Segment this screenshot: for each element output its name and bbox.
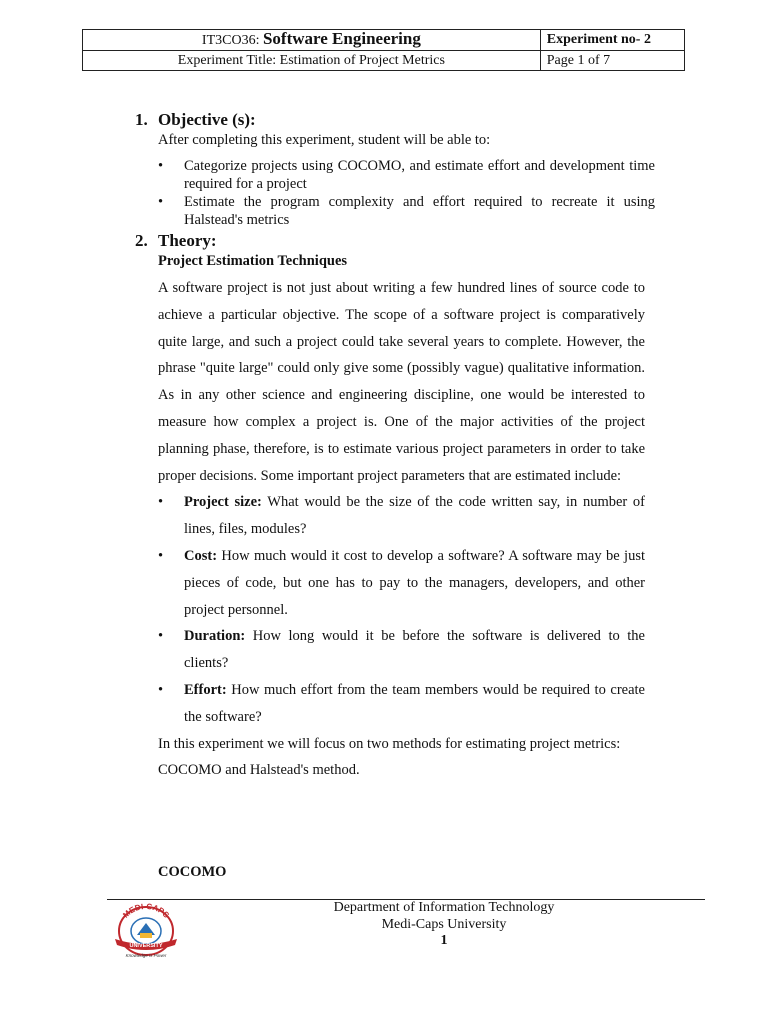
university-logo-icon (108, 903, 184, 959)
course-code: IT3CO36: (201, 33, 263, 48)
theory-paragraph: A software project is not just about writing a few hundred lines of source code to achieve a particular objective. The scope of a software project is comparatively quite large, and such a project could take several years to complete. However, the phrase "quite large" could only give some (possibly vague) qualitative information. As in any other science and engineering discipline, one would be interested to measure how complex a project is. One of the major activities of the project planning phase, therefore, is to estimate various project parameters in order to take proper decisions. Some important project parameters that are estimated include: (158, 280, 645, 484)
course-name: Software Engineering (262, 29, 421, 48)
theory-title: Theory: (158, 231, 217, 250)
objective-heading (135, 109, 655, 131)
footer (260, 900, 628, 950)
document-body (135, 109, 655, 784)
header-table (82, 29, 685, 71)
parameter-item-project-size (158, 489, 645, 543)
parameter-term: Cost: (184, 547, 218, 564)
parameter-desc: How much effort from the team members would be required to create the software? (184, 681, 645, 725)
page-info: Page 1 of 7 (540, 51, 684, 71)
experiment-title: Experiment Title: Estimation of Project Metrics (83, 51, 541, 71)
objective-intro: After completing this experiment, student will be able to: (158, 132, 491, 148)
theory-number: 2. (135, 231, 148, 250)
theory-subheading: Project Estimation Techniques (158, 253, 348, 269)
logo-top-text: MEDI-CAPS (121, 903, 171, 920)
parameter-term: Duration: (184, 628, 246, 645)
parameter-desc: How much would it cost to develop a software? A software may be just pieces of code, but one has to pay to the managers, developers, and other project personnel. (184, 547, 645, 618)
objective-item: • Categorize projects using COCOMO, and estimate effort and development time required for a project (158, 157, 655, 193)
parameter-item-duration (158, 623, 645, 677)
theory-heading (135, 230, 655, 252)
objective-list (158, 157, 655, 229)
course-cell (83, 30, 541, 51)
experiment-number: Experiment no- 2 (540, 30, 684, 51)
objective-number: 1. (135, 110, 148, 129)
parameter-desc: What would be the size of the code written say, in number of lines, files, modules? (184, 494, 645, 538)
cocomo-heading: COCOMO (158, 864, 227, 880)
footer-department: Department of Information Technology (333, 900, 555, 915)
footer-page-number: 1 (440, 933, 448, 948)
footer-university: Medi-Caps University (381, 916, 507, 932)
objective-title: Objective (s): (158, 110, 256, 129)
objective-item: • Estimate the program complexity and effort required to recreate it using Halstead's metrics (158, 193, 655, 229)
theory-closing: In this experiment we will focus on two methods for estimating project metrics: COCOMO and Halstead's method. (158, 735, 621, 779)
parameter-item-effort (158, 677, 645, 731)
parameter-term: Project size: (184, 494, 262, 511)
parameter-term: Effort: (184, 681, 227, 698)
parameter-item-cost (158, 543, 645, 623)
logo-tagline: Knowledge is Power (125, 953, 167, 958)
logo-band-text: UNIVERSITY (129, 943, 163, 949)
parameter-list (158, 489, 645, 730)
parameter-desc: How long would it be before the software is delivered to the clients? (184, 628, 645, 672)
